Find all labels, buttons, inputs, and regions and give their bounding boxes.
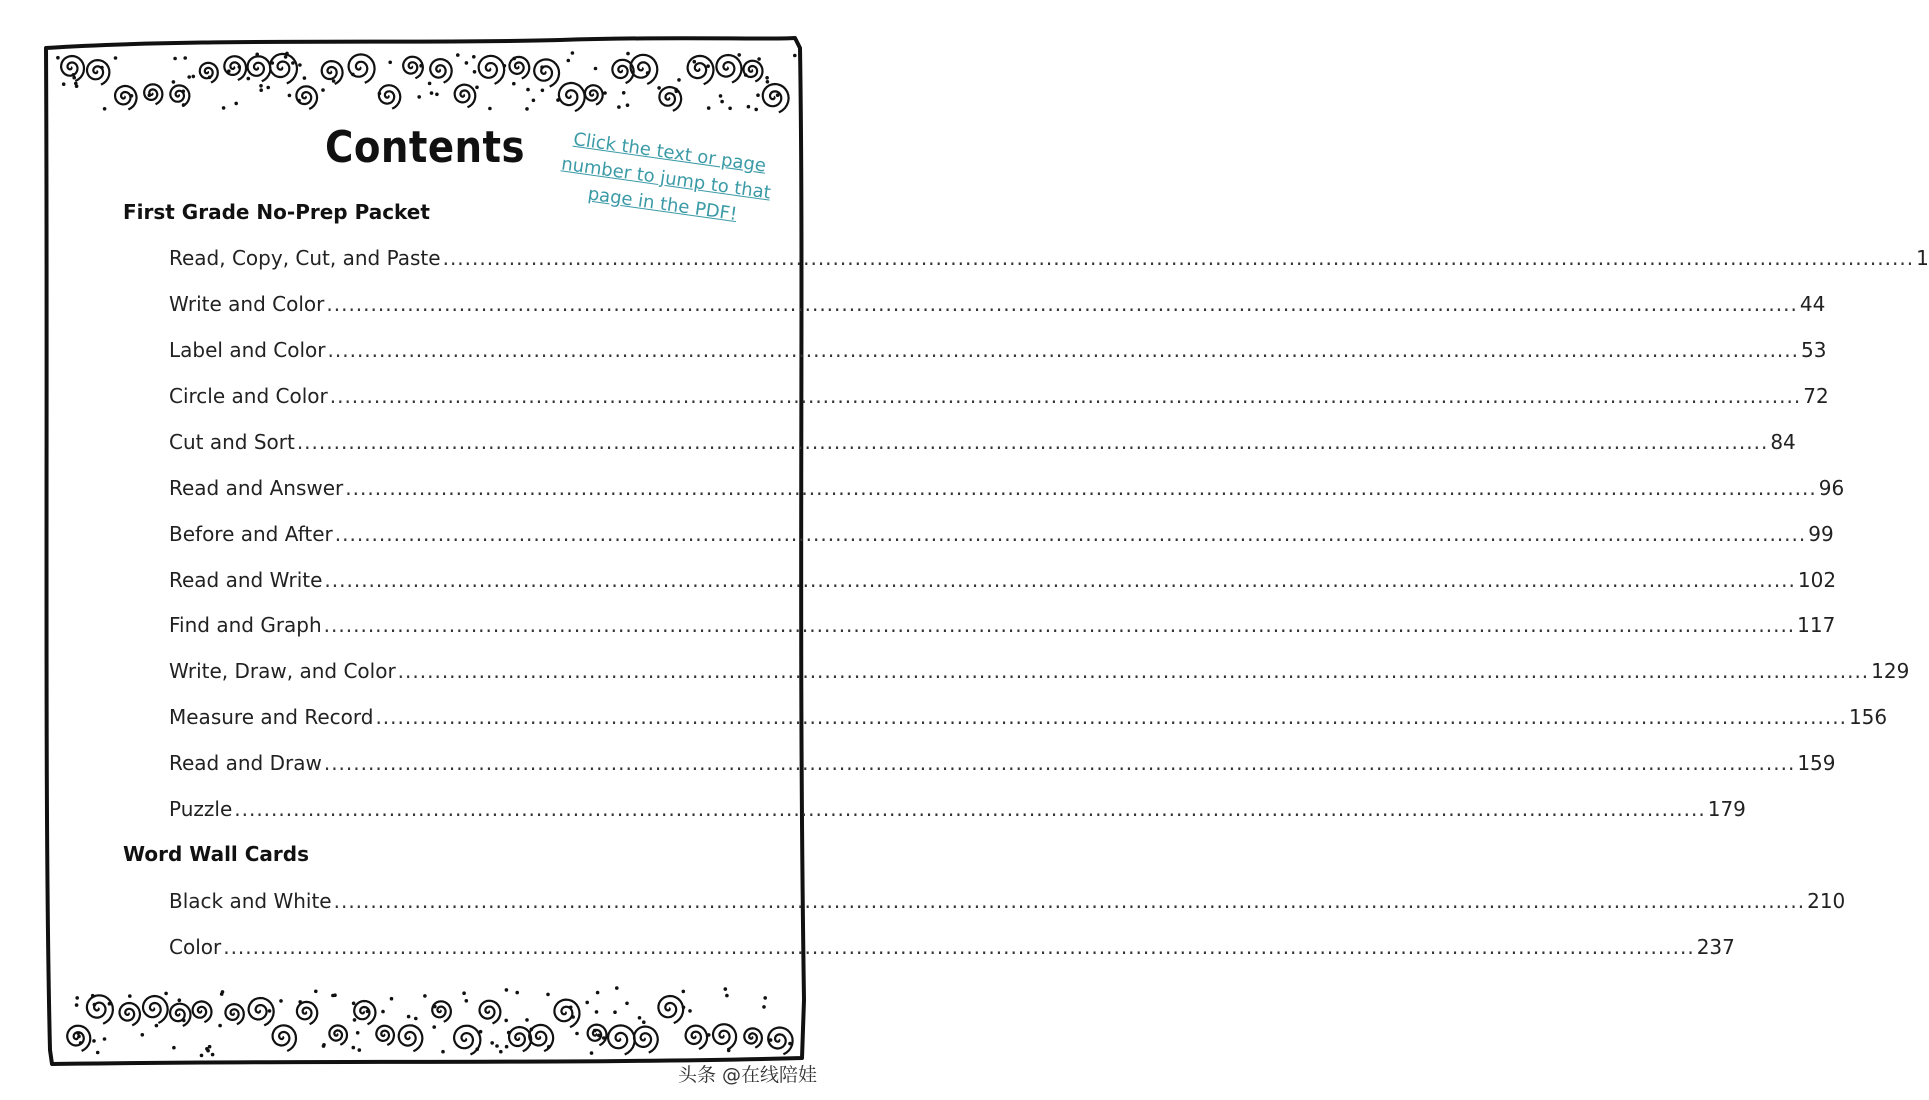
dot: [473, 70, 477, 74]
dot: [495, 1044, 499, 1048]
dot: [56, 56, 60, 60]
dot: [465, 999, 469, 1003]
dot: [103, 1037, 107, 1041]
swirl: [193, 1001, 212, 1022]
dot: [103, 107, 107, 111]
toc-page-number[interactable]: 99: [1808, 522, 1834, 546]
dot-leader: ........................................................................................................................................................................................................: [223, 935, 1695, 959]
swirl: [200, 63, 218, 83]
dot: [693, 60, 697, 64]
swirl: [559, 83, 585, 111]
swirl: [744, 1028, 762, 1047]
toc-page-number[interactable]: 129: [1871, 659, 1910, 683]
dot: [546, 993, 550, 997]
dot: [615, 986, 619, 990]
swirl: [376, 1026, 394, 1045]
dot: [128, 994, 132, 998]
toc-entry-label[interactable]: Find and Graph: [169, 613, 322, 637]
dot-leader: ........................................................................................................................................................................................................: [442, 246, 1915, 270]
dot: [575, 1032, 579, 1036]
dot: [93, 1003, 97, 1007]
toc-entry-label[interactable]: Circle and Color: [169, 384, 328, 408]
swirl: [430, 59, 452, 83]
dot: [432, 1025, 436, 1029]
swirl: [349, 54, 375, 83]
dot: [92, 1039, 96, 1043]
swirl: [329, 1025, 347, 1044]
swirl: [713, 1024, 736, 1049]
dot: [430, 91, 434, 95]
swirl: [585, 85, 603, 105]
dot-leader: ........................................................................................................................................................................................................: [329, 384, 1802, 408]
dot-leader: ........................................................................................................................................................................................................: [324, 568, 1796, 592]
dot: [75, 1003, 79, 1007]
dot: [532, 99, 536, 103]
dot: [472, 55, 476, 59]
dot: [728, 107, 732, 111]
dot: [164, 992, 168, 996]
swirl: [87, 995, 113, 1024]
dot: [706, 64, 710, 68]
dot: [378, 92, 382, 96]
dot: [766, 80, 770, 84]
dot: [238, 65, 242, 69]
toc-entry[interactable]: [169, 246, 1929, 276]
dot: [724, 987, 728, 991]
dot: [148, 94, 152, 98]
dot: [388, 61, 392, 65]
dot: [707, 106, 711, 110]
dot: [298, 1000, 302, 1004]
toc-entry[interactable]: [169, 613, 1836, 643]
dot-leader: ........................................................................................................................................................................................................: [334, 522, 1807, 546]
dot: [314, 990, 318, 994]
dot: [331, 994, 335, 998]
dot: [433, 1005, 437, 1009]
swirl: [273, 1025, 296, 1051]
pdf-link-hint[interactable]: Click the text or page number to jump to that page in the PDF!: [560, 128, 773, 226]
dot: [288, 94, 292, 98]
dot: [657, 86, 661, 90]
dot: [91, 994, 95, 998]
toc-entry[interactable]: [169, 384, 1829, 414]
dot-leader: ........................................................................................................................................................................................................: [323, 613, 1796, 637]
dot: [675, 90, 679, 94]
toc-entry-label[interactable]: Before and After: [169, 522, 333, 546]
toc-page-number[interactable]: 96: [1818, 476, 1845, 500]
swirl: [634, 1027, 658, 1053]
dot-leader: ........................................................................................................................................................................................................: [375, 705, 1847, 729]
dot: [571, 51, 575, 55]
dot: [512, 82, 516, 86]
toc-entry-label[interactable]: Read and Draw: [169, 751, 322, 775]
dot: [390, 997, 394, 1001]
dot: [419, 64, 423, 68]
dot: [626, 103, 630, 107]
swirl: [296, 86, 317, 109]
dot: [725, 994, 729, 998]
dot: [284, 55, 288, 59]
dot: [182, 90, 186, 94]
dot: [130, 94, 134, 98]
toc-page-number[interactable]: 53: [1801, 338, 1827, 362]
dot: [719, 94, 723, 98]
swirl: [354, 1001, 375, 1024]
dot: [556, 98, 560, 102]
dot: [776, 93, 780, 97]
toc-page-number[interactable]: 237: [1696, 935, 1735, 959]
dot: [622, 91, 626, 95]
dot: [788, 1042, 792, 1046]
dot: [499, 1050, 503, 1054]
dot: [541, 89, 545, 93]
dot: [178, 998, 182, 1002]
dot: [744, 73, 748, 77]
dot: [525, 107, 529, 111]
watermark: 头条 @在线陪娃: [678, 1064, 818, 1086]
dot: [75, 84, 79, 88]
dot: [737, 53, 741, 57]
dot: [505, 1045, 509, 1049]
dot: [358, 1048, 362, 1052]
dot: [567, 59, 571, 63]
dot: [356, 1031, 360, 1035]
dot: [515, 991, 519, 995]
swirl: [297, 1002, 317, 1024]
swirl: [631, 55, 658, 84]
dot: [108, 1002, 112, 1006]
dot-leader: ........................................................................................................................................................................................................: [345, 476, 1817, 500]
swirl: [716, 55, 741, 83]
dot: [441, 1050, 445, 1054]
dot: [594, 67, 598, 71]
dot-leader: ........................................................................................................................................................................................................: [296, 430, 1769, 454]
dot: [114, 56, 118, 60]
dot: [540, 65, 544, 69]
dot: [757, 57, 761, 61]
toc-entry[interactable]: [169, 430, 1796, 460]
dot: [503, 64, 507, 68]
dot: [597, 1034, 601, 1038]
dot: [763, 996, 767, 1000]
dot: [79, 1041, 83, 1045]
dot: [208, 76, 212, 80]
dot: [407, 1015, 411, 1019]
swirl-pattern-top: [61, 54, 789, 113]
dot: [504, 1019, 508, 1023]
dot: [769, 1038, 773, 1042]
dot: [475, 1047, 479, 1051]
dot-leader: ........................................................................................................................................................................................................: [323, 751, 1796, 775]
dot: [206, 1049, 210, 1053]
dot: [465, 61, 469, 65]
dot: [62, 82, 66, 86]
dot: [351, 73, 355, 77]
dot: [200, 1054, 204, 1058]
dot: [332, 79, 336, 83]
toc-entry-label[interactable]: Label and Color: [169, 338, 326, 362]
dot: [646, 71, 650, 75]
dot: [707, 1033, 711, 1037]
dot: [259, 88, 263, 92]
swirl: [510, 57, 530, 79]
dot: [77, 1035, 81, 1039]
dot: [100, 66, 104, 70]
toc-entry-label[interactable]: Color: [169, 935, 222, 959]
dot: [593, 1029, 597, 1033]
toc-entry-label[interactable]: Cut and Sort: [169, 430, 295, 454]
dot: [183, 56, 187, 60]
swirl: [120, 1003, 141, 1025]
dot: [72, 76, 76, 80]
toc-entry-label[interactable]: Write, Draw, and Color: [169, 659, 396, 683]
swirl: [608, 1025, 635, 1054]
dot: [720, 100, 724, 104]
toc-entry-label[interactable]: Measure and Record: [169, 705, 374, 729]
swirl: [554, 1000, 579, 1028]
dot-leader: ........................................................................................................................................................................................................: [326, 292, 1798, 316]
dot: [569, 1006, 573, 1010]
swirl: [534, 59, 559, 86]
dot: [381, 1010, 385, 1014]
toc-page-number[interactable]: 44: [1799, 292, 1826, 316]
dot: [352, 1002, 356, 1006]
dot: [727, 1049, 731, 1053]
dot: [227, 69, 231, 73]
toc-entry-label[interactable]: Puzzle: [169, 797, 233, 821]
swirl: [170, 85, 189, 106]
dot: [155, 1024, 159, 1028]
dot: [625, 1002, 629, 1006]
dot: [603, 91, 607, 95]
section-heading-packet: First Grade No-Prep Packet: [123, 200, 430, 224]
dot-leader: ........................................................................................................................................................................................................: [234, 797, 1706, 821]
dot: [218, 1024, 222, 1028]
dot: [602, 1036, 606, 1040]
toc-entry[interactable]: [169, 751, 1836, 781]
dot: [211, 1053, 215, 1057]
toc-entry[interactable]: [169, 705, 1888, 735]
dot: [285, 52, 289, 56]
toc-entry[interactable]: [169, 889, 1846, 919]
dot: [187, 75, 191, 79]
dot: [688, 1009, 692, 1013]
dot: [435, 93, 439, 97]
toc-entry[interactable]: [169, 797, 1746, 827]
dot: [756, 93, 760, 97]
dot: [793, 54, 797, 58]
dot-leader: ........................................................................................................................................................................................................: [327, 338, 1799, 362]
dot: [642, 1020, 646, 1024]
toc-page-number[interactable]: 210: [1807, 889, 1846, 913]
dot: [530, 1028, 534, 1032]
dot: [266, 86, 270, 90]
toc-page-number[interactable]: 159: [1797, 751, 1836, 775]
dot: [222, 106, 226, 110]
dot: [182, 1019, 186, 1023]
dot: [297, 99, 301, 103]
dot: [268, 1009, 272, 1013]
toc-entry[interactable]: [169, 292, 1826, 322]
dot: [682, 990, 686, 994]
dot: [255, 53, 259, 57]
swirl: [403, 57, 423, 79]
dot: [291, 61, 295, 65]
dot: [613, 1010, 617, 1014]
dot: [279, 999, 283, 1003]
dot: [259, 84, 263, 88]
toc-entry[interactable]: [169, 522, 1834, 552]
dot: [490, 1041, 494, 1045]
toc-page-number[interactable]: 179: [1707, 797, 1746, 821]
dot: [76, 1031, 80, 1035]
dot: [247, 77, 251, 81]
dot: [507, 1031, 511, 1035]
dot: [488, 107, 492, 111]
dot: [303, 76, 307, 80]
swirl: [479, 56, 505, 84]
dot: [417, 95, 421, 99]
dot: [353, 1018, 357, 1022]
toc-page-number[interactable]: 156: [1848, 705, 1888, 729]
toc-entry-label[interactable]: Read and Write: [169, 568, 323, 592]
dot: [366, 1010, 370, 1014]
toc-entry-label[interactable]: Read and Answer: [169, 476, 344, 500]
dot: [75, 996, 79, 1000]
toc-page-number[interactable]: 84: [1770, 430, 1796, 454]
swirl: [658, 996, 683, 1023]
dot: [352, 1046, 356, 1050]
toc-entry[interactable]: [169, 568, 1837, 598]
toc-entry-label[interactable]: Read, Copy, Cut, and Paste: [169, 246, 441, 270]
swirl: [144, 84, 162, 104]
dot: [638, 1016, 642, 1020]
toc-entry[interactable]: [169, 935, 1735, 965]
dot: [526, 88, 530, 92]
swirl: [509, 1027, 531, 1051]
swirl: [588, 1025, 607, 1046]
dot: [298, 63, 302, 67]
toc-page-number[interactable]: 1: [1916, 246, 1929, 270]
toc-entry-label[interactable]: Write and Color: [169, 292, 325, 316]
dot: [414, 1017, 418, 1021]
dot: [141, 1033, 145, 1037]
dot: [762, 1005, 766, 1009]
dot: [585, 1001, 589, 1005]
dot: [462, 991, 466, 995]
dot: [220, 992, 224, 996]
dot: [677, 78, 681, 82]
swirl: [686, 1026, 708, 1050]
dot: [747, 105, 751, 109]
dot: [765, 76, 769, 80]
dot: [234, 102, 238, 106]
swirl: [115, 86, 137, 110]
dot: [423, 994, 427, 998]
toc-page-number[interactable]: 72: [1803, 384, 1829, 408]
swirl: [224, 56, 246, 80]
dot: [192, 75, 196, 79]
page-title: Contents: [324, 122, 525, 173]
dot-leader: ........................................................................................................................................................................................................: [333, 889, 1806, 913]
dot: [595, 1010, 599, 1014]
swirl: [248, 56, 271, 81]
dot: [322, 1044, 326, 1048]
dot: [182, 103, 186, 107]
dot: [547, 1045, 551, 1049]
dot: [617, 105, 621, 109]
swirl: [67, 1026, 90, 1051]
dot: [525, 1018, 529, 1022]
dot: [512, 57, 516, 61]
toc-page-number[interactable]: 102: [1797, 568, 1837, 592]
toc-page-number[interactable]: 117: [1797, 613, 1836, 637]
toc-entry[interactable]: [169, 338, 1827, 368]
dot: [428, 82, 432, 86]
dot: [626, 52, 630, 56]
swirl: [143, 996, 168, 1023]
swirl: [455, 85, 476, 108]
dot: [754, 108, 758, 112]
swirl: [379, 85, 400, 109]
dot: [271, 61, 275, 65]
dot: [479, 1030, 483, 1034]
section-heading-word-wall: Word Wall Cards: [123, 842, 310, 866]
swirl: [170, 1004, 190, 1026]
dot: [96, 1051, 100, 1055]
dot: [456, 53, 460, 57]
dot: [571, 1015, 575, 1019]
swirl: [432, 1001, 451, 1022]
swirl: [688, 56, 714, 84]
swirl: [480, 1001, 501, 1024]
toc-entry-label[interactable]: Black and White: [169, 889, 332, 913]
dot: [505, 988, 509, 992]
dot: [475, 86, 479, 90]
swirl: [399, 1025, 423, 1051]
swirl: [87, 60, 109, 85]
dot: [590, 1051, 594, 1055]
swirl: [763, 84, 789, 112]
dot: [596, 991, 600, 995]
dot: [321, 88, 325, 92]
swirl: [744, 61, 763, 82]
swirl: [225, 1004, 243, 1024]
toc-entry[interactable]: [169, 659, 1910, 689]
dot: [682, 1006, 686, 1010]
dot: [172, 1046, 176, 1050]
swirl: [270, 54, 297, 84]
dot: [172, 80, 176, 84]
dot-leader: ........................................................................................................................................................................................................: [397, 659, 1870, 683]
swirl-pattern-bottom: [67, 995, 792, 1054]
toc-entry[interactable]: [169, 476, 1845, 506]
dot: [173, 57, 177, 61]
